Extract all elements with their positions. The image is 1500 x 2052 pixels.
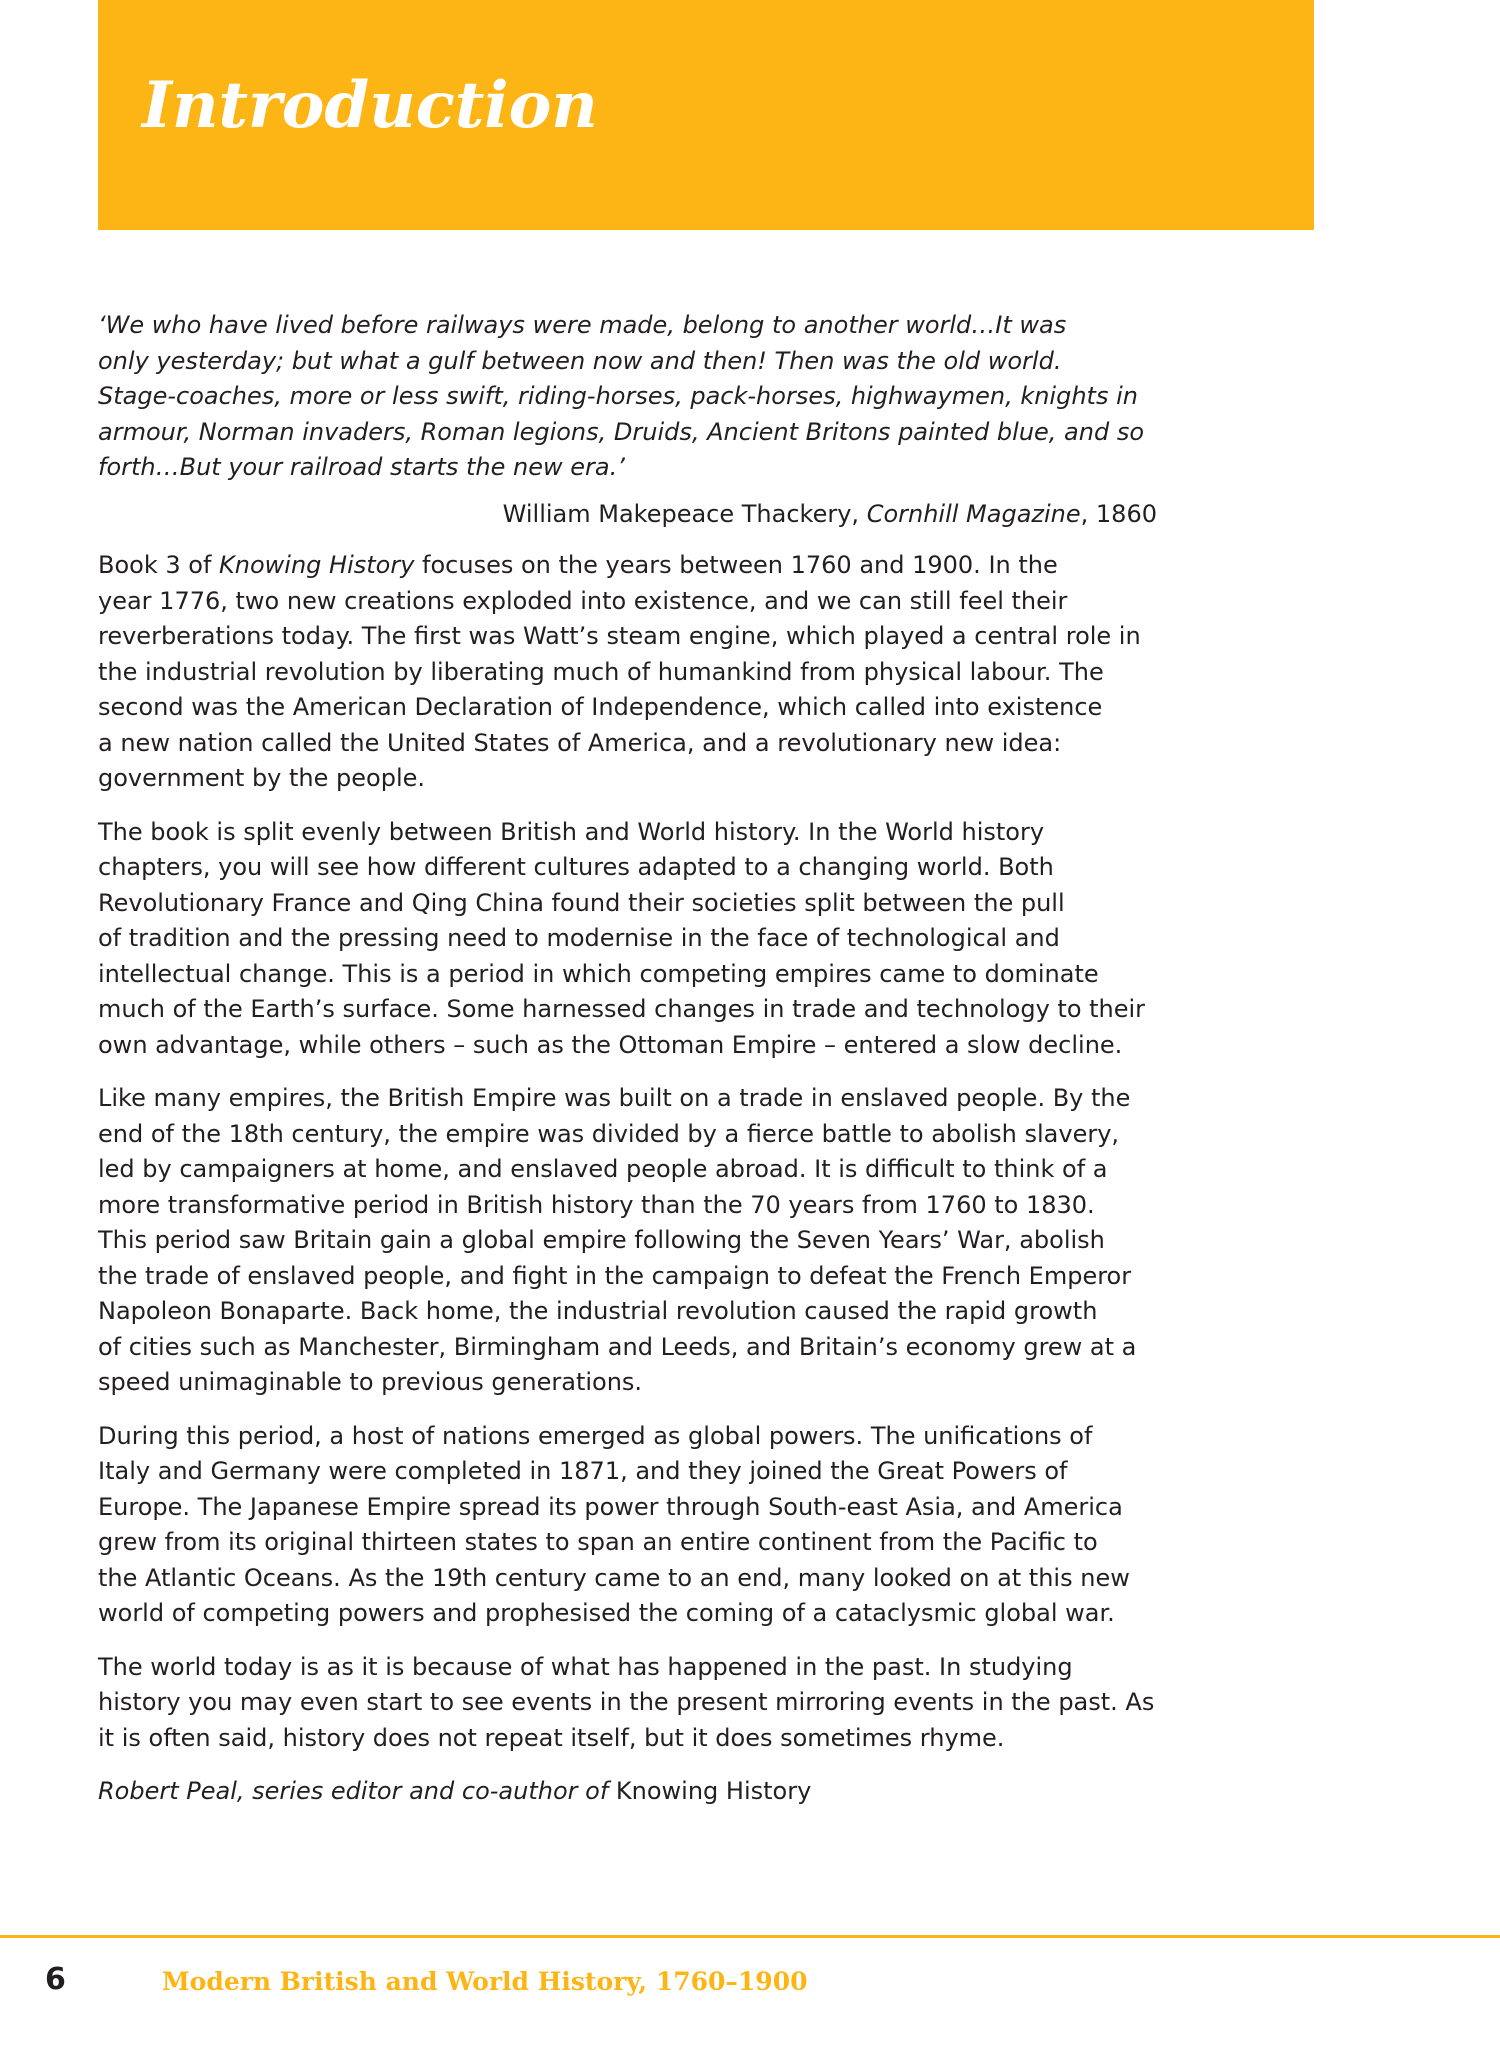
- paragraph-line: much of the Earth’s surface. Some harnessed changes in trade and technology to their: [98, 995, 1146, 1023]
- footer-rule: [0, 1935, 1500, 1938]
- paragraph-line: This period saw Britain gain a global empire following the Seven Years’ War, abolish: [98, 1226, 1105, 1254]
- quote-line: Stage-coaches, more or less swift, riding-horses, pack-horses, highwaymen, knights in: [98, 382, 1138, 410]
- paragraph-line: led by campaigners at home, and enslaved people abroad. It is difficult to think of a: [98, 1155, 1108, 1183]
- paragraph-line: Like many empires, the British Empire was built on a trade in enslaved people. By the: [98, 1084, 1131, 1112]
- paragraph-line: the trade of enslaved people, and fight in the campaign to defeat the French Emperor: [98, 1261, 1132, 1290]
- signoff-book: Knowing History: [615, 1777, 812, 1805]
- paragraph-3: [98, 1081, 1188, 1401]
- paragraph-line: Revolutionary France and Qing China found their societies split between the pull: [98, 888, 1065, 917]
- paragraph-line: second was the American Declaration of Independence, which called into existence: [98, 693, 1103, 721]
- quote-line: forth…But your railroad starts the new era.’: [98, 453, 625, 481]
- paragraph-line: it is often said, history does not repeat itself, but it does sometimes rhyme.: [98, 1723, 1005, 1752]
- footer-book-title: Modern British and World History, 1760–1900: [162, 1967, 808, 1996]
- paragraph-line: During this period, a host of nations emerged as global powers. The unifications of: [98, 1421, 1093, 1450]
- paragraph-line: intellectual change. This is a period in which competing empires came to dominate: [98, 959, 1099, 988]
- paragraph-line: of tradition and the pressing need to modernise in the face of technological and: [98, 924, 1060, 952]
- paragraph-1-intro: Book 3 of: [98, 551, 220, 579]
- quote-line: ‘We who have lived before railways were made, belong to another world…It was: [98, 311, 1067, 339]
- paragraph-line: of cities such as Manchester, Birmingham and Leeds, and Britain’s economy grew at a: [98, 1332, 1137, 1361]
- paragraph-line: Italy and Germany were completed in 1871, and they joined the Great Powers of: [98, 1457, 1068, 1485]
- attribution-author: William Makepeace Thackery,: [502, 499, 867, 528]
- body-text: [98, 308, 1188, 1810]
- quote-attribution: [98, 497, 1157, 533]
- attribution-year: , 1860: [1080, 499, 1157, 528]
- page-number: 6: [45, 1962, 66, 1997]
- quote-line: only yesterday; but what a gulf between now and then! Then was the old world.: [98, 346, 1062, 375]
- paragraph-line: grew from its original thirteen states to span an entire continent from the Pacific to: [98, 1528, 1098, 1556]
- paragraph-1: [98, 548, 1188, 797]
- paragraph-line: chapters, you will see how different cultures adapted to a changing world. Both: [98, 853, 1054, 881]
- paragraph-line: speed unimaginable to previous generations.: [98, 1368, 643, 1396]
- opening-quote: [98, 308, 1188, 486]
- paragraph-line: year 1776, two new creations exploded into existence, and we can still feel their: [98, 586, 1068, 615]
- paragraph-line: more transformative period in British history than the 70 years from 1760 to 1830.: [98, 1190, 1095, 1219]
- page-title: Introduction: [142, 68, 598, 143]
- paragraph-1-rest: focuses on the years between 1760 and 1900. In the: [414, 551, 1058, 579]
- paragraph-line: [98, 548, 1188, 584]
- paragraph-line: The book is split evenly between British and World history. In the World history: [98, 817, 1045, 846]
- paragraph-line: the industrial revolution by liberating much of humankind from physical labour. The: [98, 657, 1104, 686]
- signoff: [98, 1774, 1188, 1810]
- paragraph-5: [98, 1650, 1188, 1757]
- paragraph-line: own advantage, while others – such as the Ottoman Empire – entered a slow decline.: [98, 1030, 1123, 1059]
- paragraph-4: [98, 1419, 1188, 1632]
- paragraph-2: [98, 815, 1188, 1064]
- paragraph-line: government by the people.: [98, 764, 425, 792]
- paragraph-line: reverberations today. The first was Watt’s steam engine, which played a central role in: [98, 622, 1141, 650]
- paragraph-line: Napoleon Bonaparte. Back home, the industrial revolution caused the rapid growth: [98, 1297, 1098, 1325]
- paragraph-line: The world today is as it is because of what has happened in the past. In studying: [98, 1652, 1073, 1681]
- attribution-source: Cornhill Magazine: [866, 499, 1081, 528]
- paragraph-line: history you may even start to see events in the present mirroring events in the past. As: [98, 1688, 1155, 1716]
- paragraph-line: end of the 18th century, the empire was divided by a fierce battle to abolish slavery,: [98, 1119, 1120, 1148]
- paragraph-line: Europe. The Japanese Empire spread its power through South-east Asia, and America: [98, 1492, 1123, 1521]
- signoff-author: Robert Peal, series editor and co-author of: [98, 1777, 616, 1805]
- quote-line: armour, Norman invaders, Roman legions, Druids, Ancient Britons painted blue, and so: [98, 417, 1145, 446]
- paragraph-line: world of competing powers and prophesised the coming of a cataclysmic global war.: [98, 1599, 1115, 1627]
- book-title-inline: Knowing History: [219, 551, 415, 579]
- paragraph-line: the Atlantic Oceans. As the 19th century came to an end, many looked on at this new: [98, 1563, 1130, 1592]
- paragraph-line: a new nation called the United States of America, and a revolutionary new idea:: [98, 728, 1062, 757]
